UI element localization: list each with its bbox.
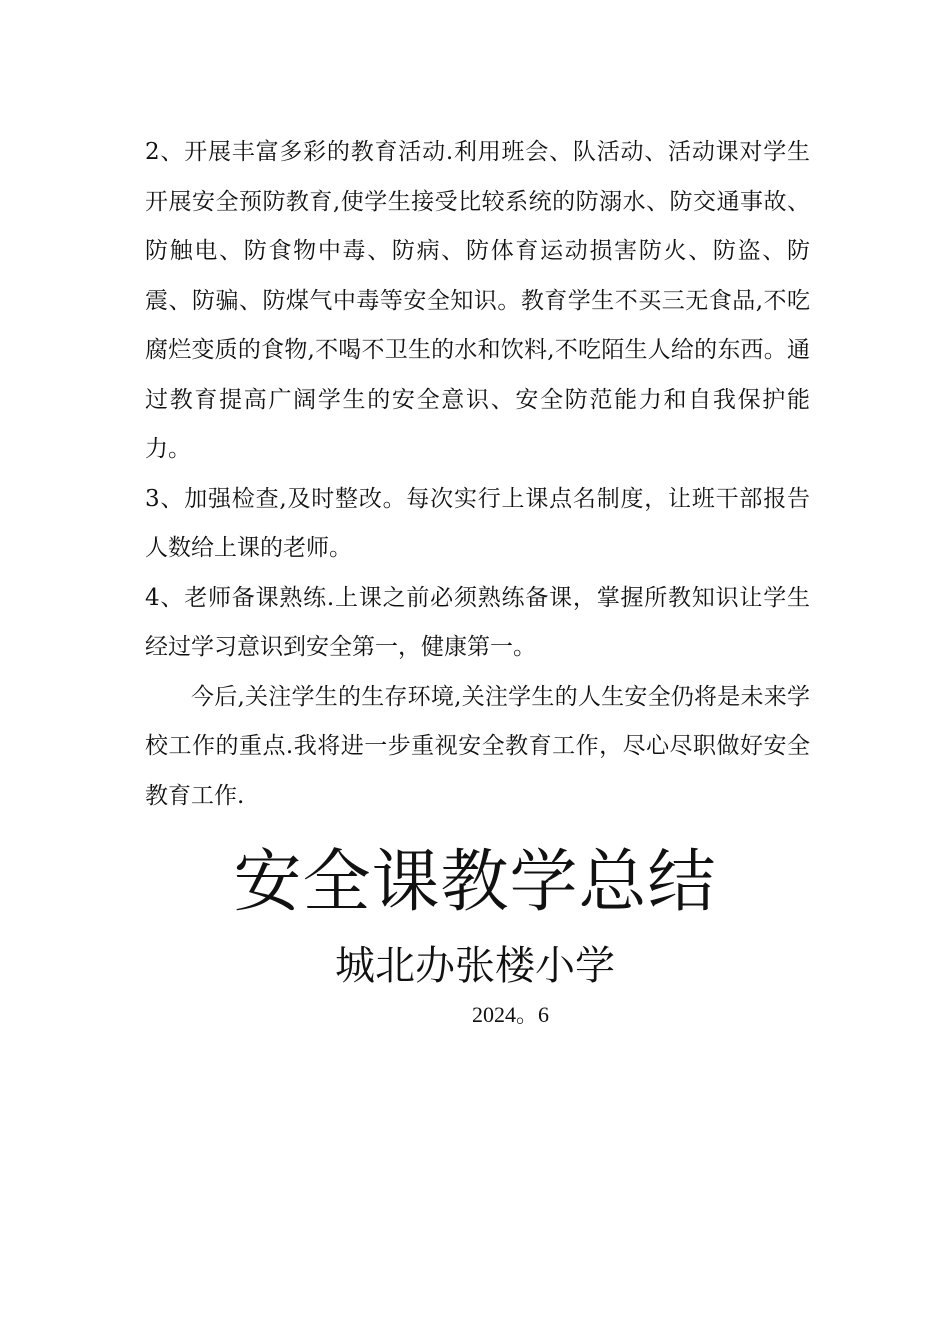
paragraph-item-4: 4、老师备课熟练.上课之前必须熟练备课，掌握所教知识让学生经过学习意识到安全第一，健康第一。 [145, 584, 810, 660]
body-text [145, 128, 810, 821]
closing-paragraph: 今后,关注学生的生存环境,关注学生的人生安全仍将是未来学校工作的重点.我将进一步重视安全教育工作，尽心尽职做好安全教育工作. [145, 683, 810, 809]
document-date: 2024。6 [472, 1002, 550, 1027]
school-name: 城北办张楼小学 [335, 943, 615, 989]
paragraph-item-3: 3、加强检查,及时整改。每次实行上课点名制度，让班干部报告人数给上课的老师。 [145, 485, 810, 561]
document-title: 安全课教学总结 [233, 843, 717, 922]
paragraph-item-2: 2、开展丰富多彩的教育活动.利用班会、队活动、活动课对学生开展安全预防教育,使学生接受比较系统的防溺水、防交通事故、防触电、防食物中毒、防病、防体育运动损害防火、防盗、防震、防骗、防煤气中毒等安全知识。教育学生不买三无食品,不吃腐烂变质的食物,不喝不卫生的水和饮料,不吃陌生人给的东西。通过教育提高广阔学生的安全意识、安全防范能力和自我保护能力。 [145, 139, 810, 462]
